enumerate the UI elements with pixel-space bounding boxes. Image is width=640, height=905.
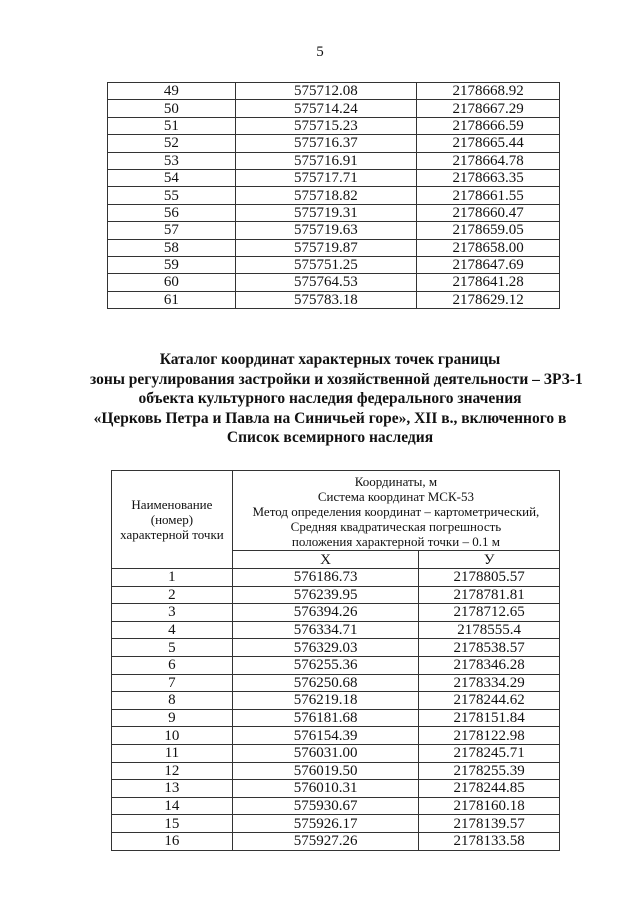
x-coordinate-cell: 576219.18 bbox=[232, 692, 418, 710]
x-coordinate-cell: 575930.67 bbox=[232, 797, 418, 815]
y-coordinate-cell: 2178661.55 bbox=[417, 187, 560, 204]
x-coordinate-cell: 575926.17 bbox=[232, 815, 418, 833]
point-number-cell: 60 bbox=[108, 274, 236, 291]
x-coordinate-cell: 576186.73 bbox=[232, 569, 418, 587]
table-row bbox=[108, 274, 560, 291]
header-line: характерной точки bbox=[120, 527, 224, 542]
table-row bbox=[112, 674, 560, 692]
table-row bbox=[112, 621, 560, 639]
point-number-cell: 58 bbox=[108, 239, 236, 256]
table-row bbox=[108, 169, 560, 186]
x-coordinate-cell: 576019.50 bbox=[232, 762, 418, 780]
table-row bbox=[112, 762, 560, 780]
table-row bbox=[112, 604, 560, 622]
point-name-header bbox=[112, 471, 233, 569]
y-coordinate-cell: 2178666.59 bbox=[417, 117, 560, 134]
y-coordinate-cell: 2178667.29 bbox=[417, 100, 560, 117]
point-number-cell: 54 bbox=[108, 169, 236, 186]
table-row bbox=[112, 780, 560, 798]
y-coordinate-cell: 2178668.92 bbox=[417, 83, 560, 100]
y-coordinate-cell: 2178659.05 bbox=[417, 222, 560, 239]
header-line: Метод определения координат – картометрический, bbox=[252, 504, 540, 519]
table-row bbox=[112, 639, 560, 657]
x-coordinate-cell: 575717.71 bbox=[235, 169, 417, 186]
point-number-cell: 8 bbox=[112, 692, 233, 710]
table-row bbox=[108, 256, 560, 273]
title-line: Каталог координат характерных точек границы bbox=[159, 351, 501, 368]
y-coordinate-cell: 2178122.98 bbox=[419, 727, 560, 745]
y-coordinate-cell: 2178658.00 bbox=[417, 239, 560, 256]
x-coordinate-cell: 575719.31 bbox=[235, 204, 417, 221]
x-coordinate-cell: 575716.91 bbox=[235, 152, 417, 169]
point-number-cell: 9 bbox=[112, 709, 233, 727]
point-number-cell: 1 bbox=[112, 569, 233, 587]
table-row bbox=[112, 797, 560, 815]
table-row bbox=[108, 83, 560, 100]
y-coordinate-cell: 2178660.47 bbox=[417, 204, 560, 221]
table-row bbox=[112, 744, 560, 762]
point-number-cell: 53 bbox=[108, 152, 236, 169]
x-coordinate-cell: 575719.63 bbox=[235, 222, 417, 239]
header-line: Система координат МСК-53 bbox=[317, 489, 474, 504]
point-number-cell: 5 bbox=[112, 639, 233, 657]
point-number-cell: 59 bbox=[108, 256, 236, 273]
title-line: Список всемирного наследия bbox=[226, 429, 434, 446]
table-row bbox=[112, 569, 560, 587]
point-number-cell: 15 bbox=[112, 815, 233, 833]
y-coordinate-cell: 2178244.85 bbox=[419, 780, 560, 798]
table-row bbox=[112, 727, 560, 745]
x-coordinate-cell: 576329.03 bbox=[232, 639, 418, 657]
x-coordinate-cell: 575715.23 bbox=[235, 117, 417, 134]
table-row bbox=[108, 187, 560, 204]
y-coordinate-cell: 2178641.28 bbox=[417, 274, 560, 291]
x-coordinate-cell: 575927.26 bbox=[232, 832, 418, 850]
table-row bbox=[108, 152, 560, 169]
y-coordinate-cell: 2178665.44 bbox=[417, 135, 560, 152]
y-coordinate-cell: 2178244.62 bbox=[419, 692, 560, 710]
point-number-cell: 2 bbox=[112, 586, 233, 604]
x-coordinate-cell: 576031.00 bbox=[232, 744, 418, 762]
x-coordinate-cell: 575714.24 bbox=[235, 100, 417, 117]
table-row bbox=[108, 239, 560, 256]
title-line: зоны регулирования застройки и хозяйственной деятельности – ЗРЗ-1 bbox=[90, 370, 583, 388]
y-coordinate-cell: 2178555.4 bbox=[419, 621, 560, 639]
point-number-cell: 57 bbox=[108, 222, 236, 239]
x-column-header: X bbox=[232, 551, 418, 569]
point-number-cell: 16 bbox=[112, 832, 233, 850]
table-row bbox=[112, 586, 560, 604]
table2-body bbox=[112, 569, 560, 851]
y-coordinate-cell: 2178781.81 bbox=[419, 586, 560, 604]
coordinates-catalog-table bbox=[111, 470, 560, 851]
table-row bbox=[108, 117, 560, 134]
x-coordinate-cell: 576010.31 bbox=[232, 780, 418, 798]
coordinates-header bbox=[232, 471, 559, 551]
x-coordinate-cell: 576239.95 bbox=[232, 586, 418, 604]
table-row bbox=[112, 709, 560, 727]
y-coordinate-cell: 2178805.57 bbox=[419, 569, 560, 587]
y-coordinate-cell: 2178245.71 bbox=[419, 744, 560, 762]
header-line: Координаты, м bbox=[354, 474, 438, 489]
y-coordinate-cell: 2178151.84 bbox=[419, 709, 560, 727]
y-coordinate-cell: 2178334.29 bbox=[419, 674, 560, 692]
y-coordinate-cell: 2178664.78 bbox=[417, 152, 560, 169]
point-number-cell: 6 bbox=[112, 656, 233, 674]
table-row bbox=[112, 815, 560, 833]
x-coordinate-cell: 575716.37 bbox=[235, 135, 417, 152]
y-coordinate-cell: 2178160.18 bbox=[419, 797, 560, 815]
x-coordinate-cell: 576181.68 bbox=[232, 709, 418, 727]
point-number-cell: 14 bbox=[112, 797, 233, 815]
x-coordinate-cell: 576255.36 bbox=[232, 656, 418, 674]
header-line: Наименование bbox=[131, 497, 213, 512]
x-coordinate-cell: 576250.68 bbox=[232, 674, 418, 692]
x-coordinate-cell: 575783.18 bbox=[235, 291, 417, 308]
x-coordinate-cell: 576394.26 bbox=[232, 604, 418, 622]
y-coordinate-cell: 2178647.69 bbox=[417, 256, 560, 273]
point-number-cell: 3 bbox=[112, 604, 233, 622]
table-row bbox=[108, 204, 560, 221]
x-coordinate-cell: 575764.53 bbox=[235, 274, 417, 291]
point-number-cell: 10 bbox=[112, 727, 233, 745]
y-coordinate-cell: 2178139.57 bbox=[419, 815, 560, 833]
table-row bbox=[112, 656, 560, 674]
y-coordinate-cell: 2178663.35 bbox=[417, 169, 560, 186]
title-line: объекта культурного наследия федерального значения bbox=[138, 390, 522, 407]
y-coordinate-cell: 2178255.39 bbox=[419, 762, 560, 780]
x-coordinate-cell: 575712.08 bbox=[235, 83, 417, 100]
page-number: 5 bbox=[316, 44, 324, 60]
table-row bbox=[108, 100, 560, 117]
x-coordinate-cell: 576334.71 bbox=[232, 621, 418, 639]
point-number-cell: 12 bbox=[112, 762, 233, 780]
point-number-cell: 55 bbox=[108, 187, 236, 204]
y-coordinate-cell: 2178538.57 bbox=[419, 639, 560, 657]
x-coordinate-cell: 576154.39 bbox=[232, 727, 418, 745]
point-number-cell: 50 bbox=[108, 100, 236, 117]
point-number-cell: 61 bbox=[108, 291, 236, 308]
point-number-cell: 56 bbox=[108, 204, 236, 221]
table-row bbox=[108, 222, 560, 239]
x-coordinate-cell: 575719.87 bbox=[235, 239, 417, 256]
x-coordinate-cell: 575751.25 bbox=[235, 256, 417, 273]
table-row bbox=[108, 291, 560, 308]
point-number-cell: 4 bbox=[112, 621, 233, 639]
header-line: Средняя квадратическая погрешность bbox=[290, 519, 502, 534]
catalog-title bbox=[90, 350, 583, 448]
point-number-cell: 13 bbox=[112, 780, 233, 798]
header-line: (номер) bbox=[150, 512, 194, 527]
y-column-header: У bbox=[419, 551, 560, 569]
title-line: «Церковь Петра и Павла на Синичьей горе», XII в., включенного в bbox=[93, 409, 567, 427]
point-number-cell: 51 bbox=[108, 117, 236, 134]
table-row bbox=[108, 135, 560, 152]
x-coordinate-cell: 575718.82 bbox=[235, 187, 417, 204]
point-number-cell: 7 bbox=[112, 674, 233, 692]
point-number-cell: 11 bbox=[112, 744, 233, 762]
header-line: положения характерной точки – 0.1 м bbox=[291, 534, 500, 549]
table1-body bbox=[108, 83, 560, 309]
table-row bbox=[112, 692, 560, 710]
y-coordinate-cell: 2178712.65 bbox=[419, 604, 560, 622]
y-coordinate-cell: 2178629.12 bbox=[417, 291, 560, 308]
table-row bbox=[112, 832, 560, 850]
y-coordinate-cell: 2178346.28 bbox=[419, 656, 560, 674]
point-number-cell: 49 bbox=[108, 83, 236, 100]
y-coordinate-cell: 2178133.58 bbox=[419, 832, 560, 850]
coordinates-table-continued bbox=[107, 82, 560, 309]
point-number-cell: 52 bbox=[108, 135, 236, 152]
